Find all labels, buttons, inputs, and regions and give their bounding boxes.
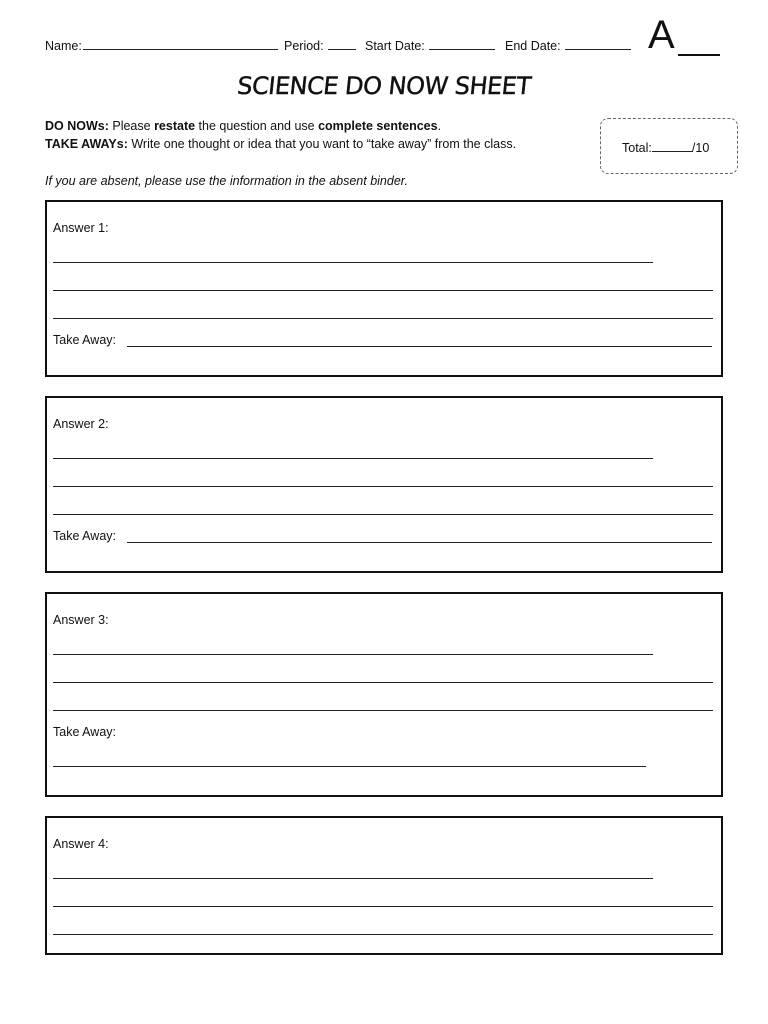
take-aways-instruction	[45, 135, 540, 153]
page-title: SCIENCE DO NOW SHEET	[235, 72, 533, 100]
total-blank[interactable]	[652, 140, 692, 152]
answer-box-4	[45, 816, 723, 955]
do-nows-instruction	[45, 117, 545, 135]
answer-label: Answer 2:	[53, 417, 109, 431]
takeaway-label: Take Away:	[53, 529, 117, 543]
answer-line[interactable]	[53, 906, 713, 907]
end-date-blank[interactable]	[565, 38, 631, 50]
answer-line[interactable]	[53, 290, 713, 291]
name-label: Name:	[45, 39, 82, 53]
answer-line[interactable]	[53, 682, 713, 683]
do-nows-text-1: Please	[108, 119, 155, 133]
period-field[interactable]	[284, 38, 356, 53]
take-aways-term: TAKE AWAYs:	[45, 137, 128, 151]
answer-line[interactable]	[53, 262, 653, 263]
grade-blank[interactable]	[678, 54, 720, 56]
do-nows-bold-restate: restate	[154, 119, 196, 133]
period-blank[interactable]	[328, 38, 356, 50]
do-nows-text-3: .	[437, 119, 442, 133]
answer-line[interactable]	[53, 514, 713, 515]
do-nows-bold-complete: complete sentences	[318, 119, 438, 133]
answer-line[interactable]	[53, 878, 653, 879]
total-out-of: /10	[691, 141, 710, 155]
answer-box-3	[45, 592, 723, 797]
takeaway-label: Take Away:	[53, 333, 117, 347]
answer-box-2	[45, 396, 723, 573]
start-date-label: Start Date:	[365, 39, 425, 53]
start-date-blank[interactable]	[429, 38, 495, 50]
takeaway-line[interactable]	[53, 766, 646, 767]
do-nows-text-2: the question and use	[195, 119, 319, 133]
grade-letter: A	[648, 13, 675, 57]
end-date-label: End Date:	[505, 39, 561, 53]
answer-line[interactable]	[53, 934, 713, 935]
absent-note: If you are absent, please use the information in the absent binder.	[45, 174, 408, 188]
takeaway-line[interactable]	[127, 542, 712, 543]
takeaway-line[interactable]	[127, 346, 712, 347]
total-label: Total:	[622, 141, 652, 155]
name-blank[interactable]	[83, 38, 278, 50]
start-date-field[interactable]	[365, 38, 495, 53]
answer-label: Answer 1:	[53, 221, 109, 235]
period-label: Period:	[284, 39, 324, 53]
name-field[interactable]	[45, 38, 278, 53]
takeaway-label: Take Away:	[53, 725, 117, 739]
end-date-field[interactable]	[505, 38, 631, 53]
answer-line[interactable]	[53, 710, 713, 711]
answer-line[interactable]	[53, 486, 713, 487]
answer-line[interactable]	[53, 458, 653, 459]
total-score[interactable]	[622, 140, 709, 155]
answer-label: Answer 3:	[53, 613, 109, 627]
take-aways-text: Write one thought or idea that you want to “take away” from the class.	[127, 137, 517, 151]
answer-box-1	[45, 200, 723, 377]
total-score-box	[600, 118, 738, 174]
answer-line[interactable]	[53, 654, 653, 655]
answer-line[interactable]	[53, 318, 713, 319]
do-nows-term: DO NOWs:	[45, 119, 109, 133]
answer-label: Answer 4:	[53, 837, 109, 851]
